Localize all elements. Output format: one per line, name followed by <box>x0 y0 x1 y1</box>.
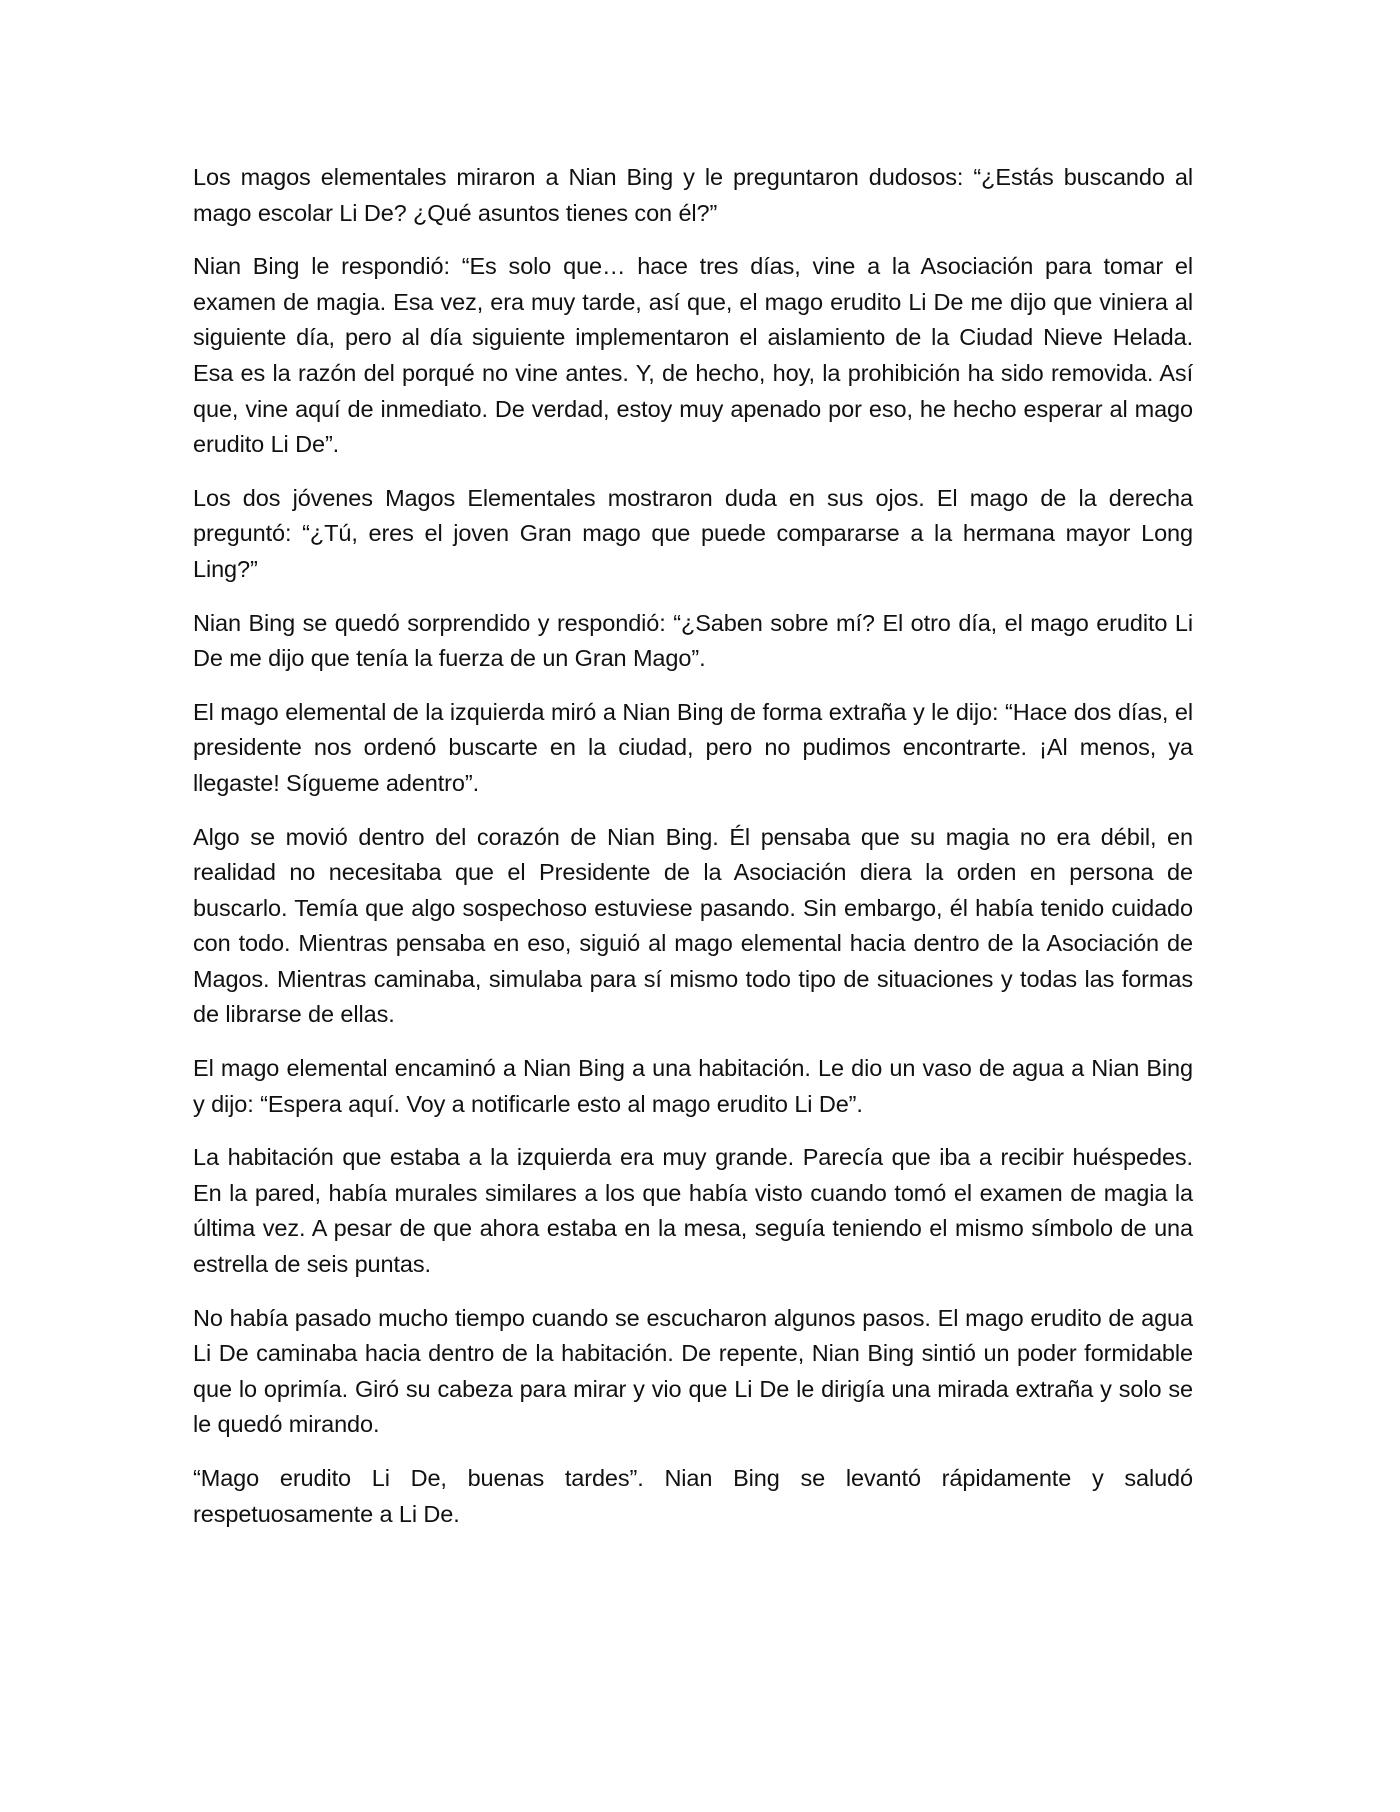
paragraph-10: “Mago erudito Li De, buenas tardes”. Nian Bing se levantó rápidamente y saludó respetuosamente a Li De. <box>193 1465 1193 1527</box>
paragraph-2: Nian Bing le respondió: “Es solo que… hace tres días, vine a la Asociación para tomar el examen de magia. Esa vez, era muy tarde, así que, el mago erudito Li De me dijo que viniera al siguiente día, pero al día siguiente implementaron el aislamiento de la Ciudad Nieve Helada. Esa es la razón del porqué no vine antes. Y, de hecho, hoy, la prohibición ha sido removida. Así que, vine aquí de inmediato. De verdad, estoy muy apenado por eso, he hecho esperar al mago erudito Li De”. <box>193 253 1193 458</box>
paragraph-7: El mago elemental encaminó a Nian Bing a una habitación. Le dio un vaso de agua a Nian Bing y dijo: “Espera aquí. Voy a notificarle esto al mago erudito Li De”. <box>193 1055 1193 1117</box>
paragraph-9: No había pasado mucho tiempo cuando se escucharon algunos pasos. El mago erudito de agua Li De caminaba hacia dentro de la habitación. De repente, Nian Bing sintió un poder formidable que lo oprimía. Giró su cabeza para mirar y vio que Li De le dirigía una mirada extraña y solo se le quedó mirando. <box>193 1304 1193 1438</box>
paragraph-5: El mago elemental de la izquierda miró a Nian Bing de forma extraña y le dijo: “Hace dos días, el presidente nos ordenó buscarte en la ciudad, pero no pudimos encontrarte. ¡Al menos, ya llegaste! Sígueme adentro”. <box>193 698 1193 796</box>
paragraph-1: Los magos elementales miraron a Nian Bing y le preguntaron dudosos: “¿Estás buscando al mago escolar Li De? ¿Qué asuntos tienes con él?” <box>193 164 1193 226</box>
paragraph-4: Nian Bing se quedó sorprendido y respondió: “¿Saben sobre mí? El otro día, el mago erudito Li De me dijo que tenía la fuerza de un Gran Mago”. <box>193 609 1193 672</box>
paragraph-8: La habitación que estaba a la izquierda era muy grande. Parecía que iba a recibir huéspedes. En la pared, había murales similares a los que había visto cuando tomó el examen de magia la última vez. A pesar de que ahora estaba en la mesa, seguía teniendo el mismo símbolo de una estrella de seis puntas. <box>193 1144 1193 1278</box>
paragraph-3: Los dos jóvenes Magos Elementales mostraron duda en sus ojos. El mago de la derecha preguntó: “¿Tú, eres el joven Gran mago que puede compararse a la hermana mayor Long Ling?” <box>193 484 1193 582</box>
paragraph-6: Algo se movió dentro del corazón de Nian Bing. Él pensaba que su magia no era débil, en realidad no necesitaba que el Presidente de la Asociación diera la orden en persona de buscarlo. Temía que algo sospechoso estuviese pasando. Sin embargo, él había tenido cuidado con todo. Mientras pensaba en eso, siguió al mago elemental hacia dentro de la Asociación de Magos. Mientras caminaba, simulaba para sí mismo todo tipo de situaciones y todas las formas de librarse de ellas. <box>193 823 1193 1028</box>
document-body <box>193 160 1193 1550</box>
